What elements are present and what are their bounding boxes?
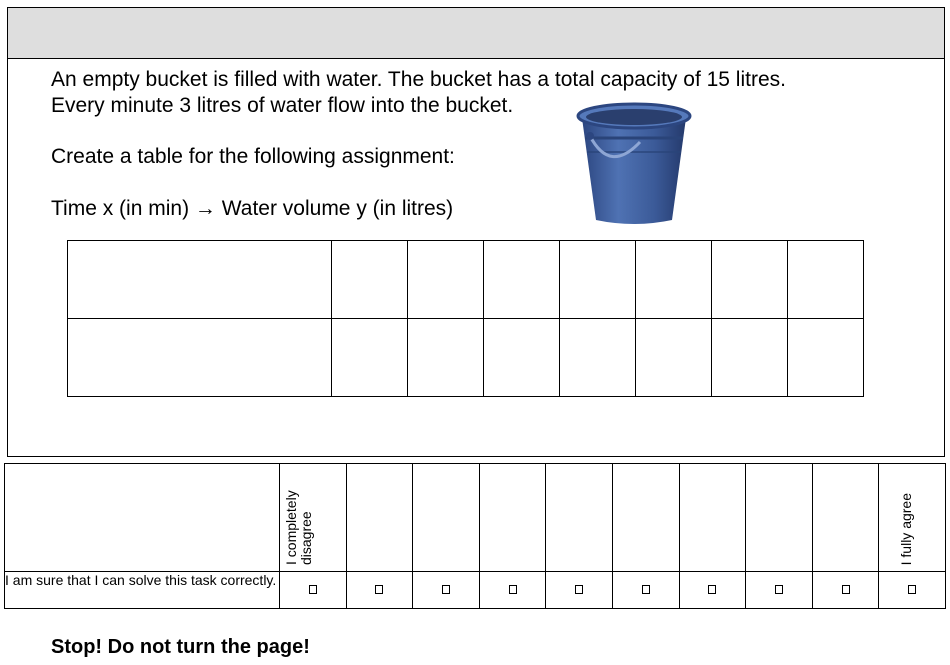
answer-table <box>67 240 864 397</box>
answer-cell-label[interactable] <box>68 319 332 397</box>
label-fully-agree: I fully agree <box>898 492 915 565</box>
rating-header-empty <box>5 464 280 572</box>
answer-cell[interactable] <box>484 319 560 397</box>
answer-cell[interactable] <box>788 319 864 397</box>
rating-checkbox-1[interactable] <box>309 585 317 594</box>
rating-header-row <box>5 464 946 572</box>
rating-header-right <box>879 464 946 572</box>
answer-row-x <box>68 241 864 319</box>
rating-checkbox-7[interactable] <box>708 585 716 594</box>
task-instruction: Create a table for the following assignment: <box>51 145 455 168</box>
task-statement-line-2: Every minute 3 litres of water flow into the bucket. <box>51 94 514 117</box>
answer-cell[interactable] <box>636 241 712 319</box>
rating-checkbox-2[interactable] <box>375 585 383 594</box>
rating-checkbox-9[interactable] <box>842 585 850 594</box>
answer-cell[interactable] <box>332 241 408 319</box>
answer-cell[interactable] <box>712 241 788 319</box>
rating-item-row <box>5 572 946 609</box>
rating-checkbox-8[interactable] <box>775 585 783 594</box>
label-completely-disagree: I completely disagree <box>283 490 314 565</box>
rating-checkbox-5[interactable] <box>575 585 583 594</box>
answer-cell[interactable] <box>408 319 484 397</box>
header-bar <box>8 8 944 59</box>
answer-row-y <box>68 319 864 397</box>
answer-cell[interactable] <box>332 319 408 397</box>
answer-cell[interactable] <box>712 319 788 397</box>
answer-cell[interactable] <box>408 241 484 319</box>
task-statement-line-1: An empty bucket is filled with water. The bucket has a total capacity of 15 litres. <box>51 68 786 91</box>
answer-cell[interactable] <box>560 241 636 319</box>
rating-header-left <box>280 464 347 572</box>
rating-checkbox-3[interactable] <box>442 585 450 594</box>
task-mapping: Time x (in min) → Water volume y (in litres) <box>51 197 454 220</box>
answer-cell[interactable] <box>560 319 636 397</box>
stop-instruction: Stop! Do not turn the page! <box>51 636 310 658</box>
answer-cell[interactable] <box>636 319 712 397</box>
bucket-image <box>568 96 698 226</box>
confidence-rating-table <box>4 463 946 609</box>
answer-cell-label[interactable] <box>68 241 332 319</box>
rating-checkbox-4[interactable] <box>509 585 517 594</box>
rating-checkbox-10[interactable] <box>908 585 916 594</box>
rating-checkbox-6[interactable] <box>642 585 650 594</box>
answer-cell[interactable] <box>484 241 560 319</box>
rating-statement: I am sure that I can solve this task correctly. <box>5 572 280 609</box>
answer-cell[interactable] <box>788 241 864 319</box>
